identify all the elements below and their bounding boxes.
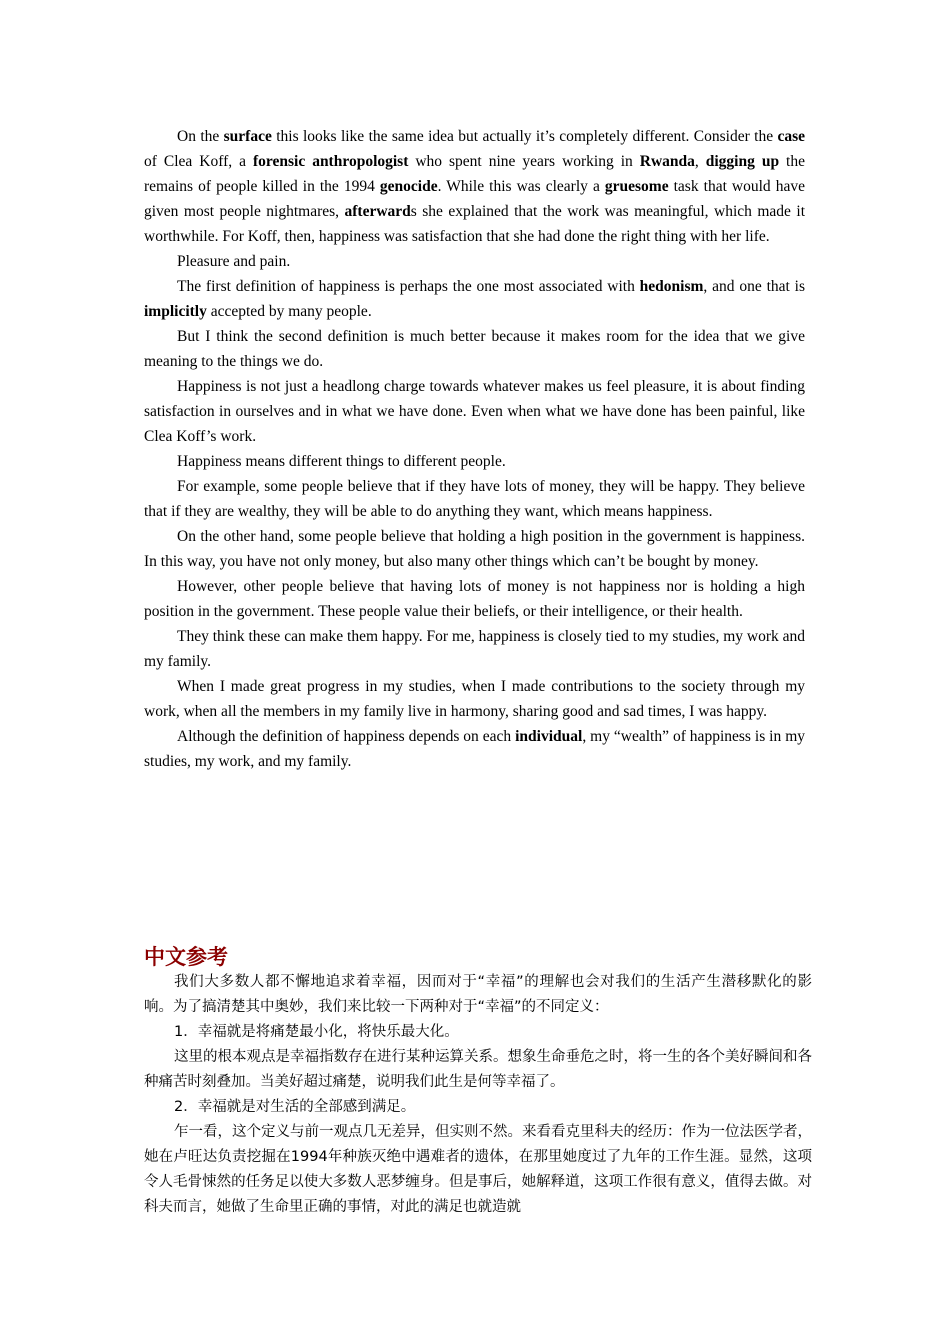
paragraph: When I made great progress in my studies, when I made contributions to the society through my work, when all the members in my family live in harmony, sharing good and sad times, I was happy. [144, 678, 805, 720]
bold-term: genocide [379, 178, 438, 195]
bold-term: individual [515, 728, 583, 745]
paragraph: 1．幸福就是将痛楚最小化，将快乐最大化。 [174, 1024, 459, 1040]
chinese-text [144, 970, 812, 1220]
paragraph: But I think the second definition is much better because it makes room for the idea that we give meaning to the things we do. [144, 328, 805, 370]
paragraph: On the other hand, some people believe that holding a high position in the government is happiness. In this way, you have not only money, but also many other things which can’t be bought by money. [144, 528, 805, 570]
bold-term: implicitly [144, 303, 207, 320]
paragraph: For example, some people believe that if they have lots of money, they will be happy. They believe that if they are wealthy, they will be able to do anything they want, which means happiness. [144, 478, 805, 520]
paragraph: On the surface this looks like the same idea but actually it’s completely different. Consider the case of Clea Koff, a forensic anthropologist who spent nine years working in Rwanda, digging up the remains of people killed in the 1994 genocide. While this was clearly a gruesome task that would have given most people nightmares, afterwards she explained that the work was meaningful, which made it worthwhile. For Koff, then, happiness was satisfaction that she had done the right thing with her life. [144, 128, 805, 245]
chinese-section-title: 中文参考 [144, 945, 228, 969]
bold-term: digging up [705, 153, 780, 170]
bold-term: afterward [344, 203, 411, 220]
paragraph: They think these can make them happy. For me, happiness is closely tied to my studies, my work and my family. [144, 628, 805, 670]
paragraph: The first definition of happiness is perhaps the one most associated with hedonism, and one that is implicitly accepted by many people. [144, 278, 805, 320]
paragraph: 2．幸福就是对生活的全部感到满足。 [174, 1099, 416, 1115]
bold-term: gruesome [604, 178, 669, 195]
paragraph: Happiness is not just a headlong charge towards whatever makes us feel pleasure, it is about finding satisfaction in ourselves and in what we have done. Even when what we have done has been painful, like Clea Koff’s work. [144, 378, 805, 445]
paragraph: Although the definition of happiness depends on each individual, my “wealth” of happiness is in my studies, my work, and my family. [144, 728, 805, 770]
paragraph: However, other people believe that having lots of money is not happiness nor is holding a high position in the government. These people value their beliefs, or their intelligence, or their health. [144, 578, 805, 620]
bold-term: hedonism [639, 278, 704, 295]
paragraph: Happiness means different things to different people. [177, 453, 506, 470]
english-text [144, 124, 805, 774]
paragraph: 这里的根本观点是幸福指数存在进行某种运算关系。想象生命垂危之时，将一生的各个美好瞬间和各种痛苦时刻叠加。当美好超过痛楚，说明我们此生是何等幸福了。 [144, 1049, 812, 1090]
bold-term: Rwanda [639, 153, 695, 170]
paragraph: 乍一看，这个定义与前一观点几无差异，但实则不然。来看看克里科夫的经历：作为一位法医学者，她在卢旺达负责挖掘在1994年种族灭绝中遇难者的遗体，在那里她度过了九年的工作生涯。显然，这项令人毛骨悚然的任务足以使大多数人恶梦缠身。但是事后，她解释道，这项工作很有意义，值得去做。对科夫而言，她做了生命里正确的事情，对此的满足也就造就 [144, 1124, 812, 1215]
bold-term: case [777, 128, 805, 145]
bold-term: forensic anthropologist [252, 153, 409, 170]
paragraph: Pleasure and pain. [177, 253, 291, 270]
paragraph: 我们大多数人都不懈地追求着幸福，因而对于“幸福”的理解也会对我们的生活产生潜移默化的影响。为了搞清楚其中奥妙，我们来比较一下两种对于“幸福”的不同定义： [144, 974, 812, 1015]
bold-term: surface [223, 128, 272, 145]
